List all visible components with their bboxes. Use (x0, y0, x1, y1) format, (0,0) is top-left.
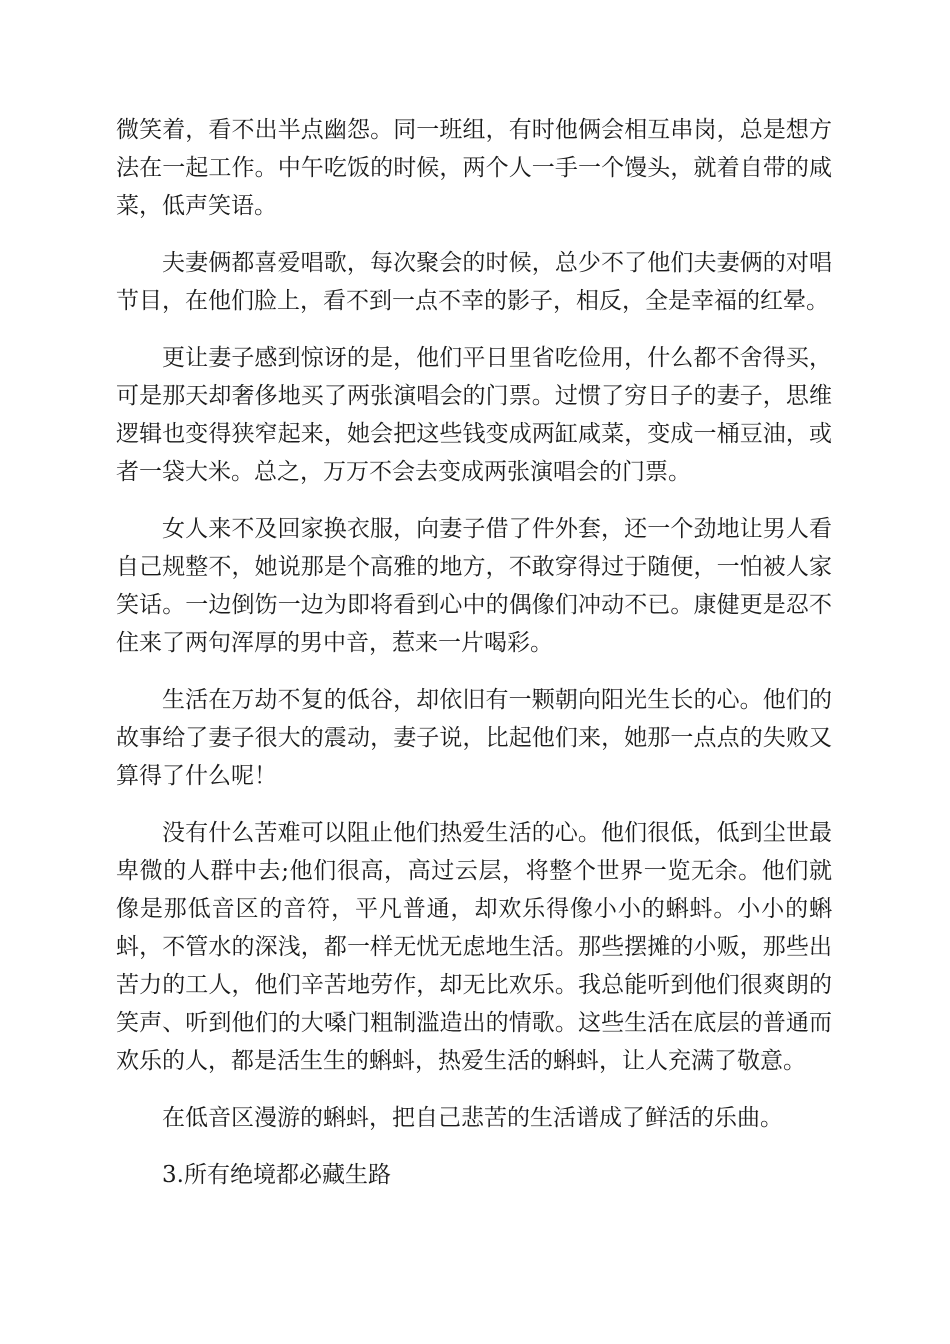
paragraph: 更让妻子感到惊讶的是，他们平日里省吃俭用，什么都不舍得买，可是那天却奢侈地买了两张演唱会的门票。过惯了穷日子的妻子，思维逻辑也变得狭窄起来，她会把这些钱变成两缸咸菜，变成一桶豆油，或者一袋大米。总之，万万不会去变成两张演唱会的门票。 (116, 345, 832, 485)
section-heading: 3.所有绝境都必藏生路 (162, 1162, 391, 1188)
paragraph: 在低音区漫游的蝌蚪，把自己悲苦的生活谱成了鲜活的乐曲。 (162, 1105, 783, 1131)
paragraph: 生活在万劫不复的低谷，却依旧有一颗朝向阳光生长的心。他们的故事给了妻子很大的震动，妻子说，比起他们来，她那一点点的失败又算得了什么呢！ (116, 687, 832, 789)
paragraph-continuation: 微笑着，看不出半点幽怨。同一班组，有时他俩会相互串岗，总是想方法在一起工作。中午吃饭的时候，两个人一手一个馒头，就着自带的咸菜，低声笑语。 (116, 117, 832, 219)
paragraph: 女人来不及回家换衣服，向妻子借了件外套，还一个劲地让男人看自己规整不，她说那是个高雅的地方，不敢穿得过于随便，一怕被人家笑话。一边倒饬一边为即将看到心中的偶像们冲动不已。康健更是忍不住来了两句浑厚的男中音，惹来一片喝彩。 (116, 516, 832, 656)
document-body (116, 111, 832, 1213)
paragraph: 夫妻俩都喜爱唱歌，每次聚会的时候，总少不了他们夫妻俩的对唱节目，在他们脸上，看不到一点不幸的影子，相反，全是幸福的红晕。 (116, 250, 832, 314)
paragraph: 没有什么苦难可以阻止他们热爱生活的心。他们很低，低到尘世最卑微的人群中去;他们很高，高过云层，将整个世界一览无余。他们就像是那低音区的音符，平凡普通，却欢乐得像小小的蝌蚪。小小的蝌蚪，不管水的深浅，都一样无忧无虑地生活。那些摆摊的小贩，那些出苦力的工人，他们辛苦地劳作，却无比欢乐。我总能听到他们很爽朗的笑声、听到他们的大嗓门粗制滥造出的情歌。这些生活在底层的普通而欢乐的人，都是活生生的蝌蚪，热爱生活的蝌蚪，让人充满了敬意。 (116, 820, 832, 1074)
